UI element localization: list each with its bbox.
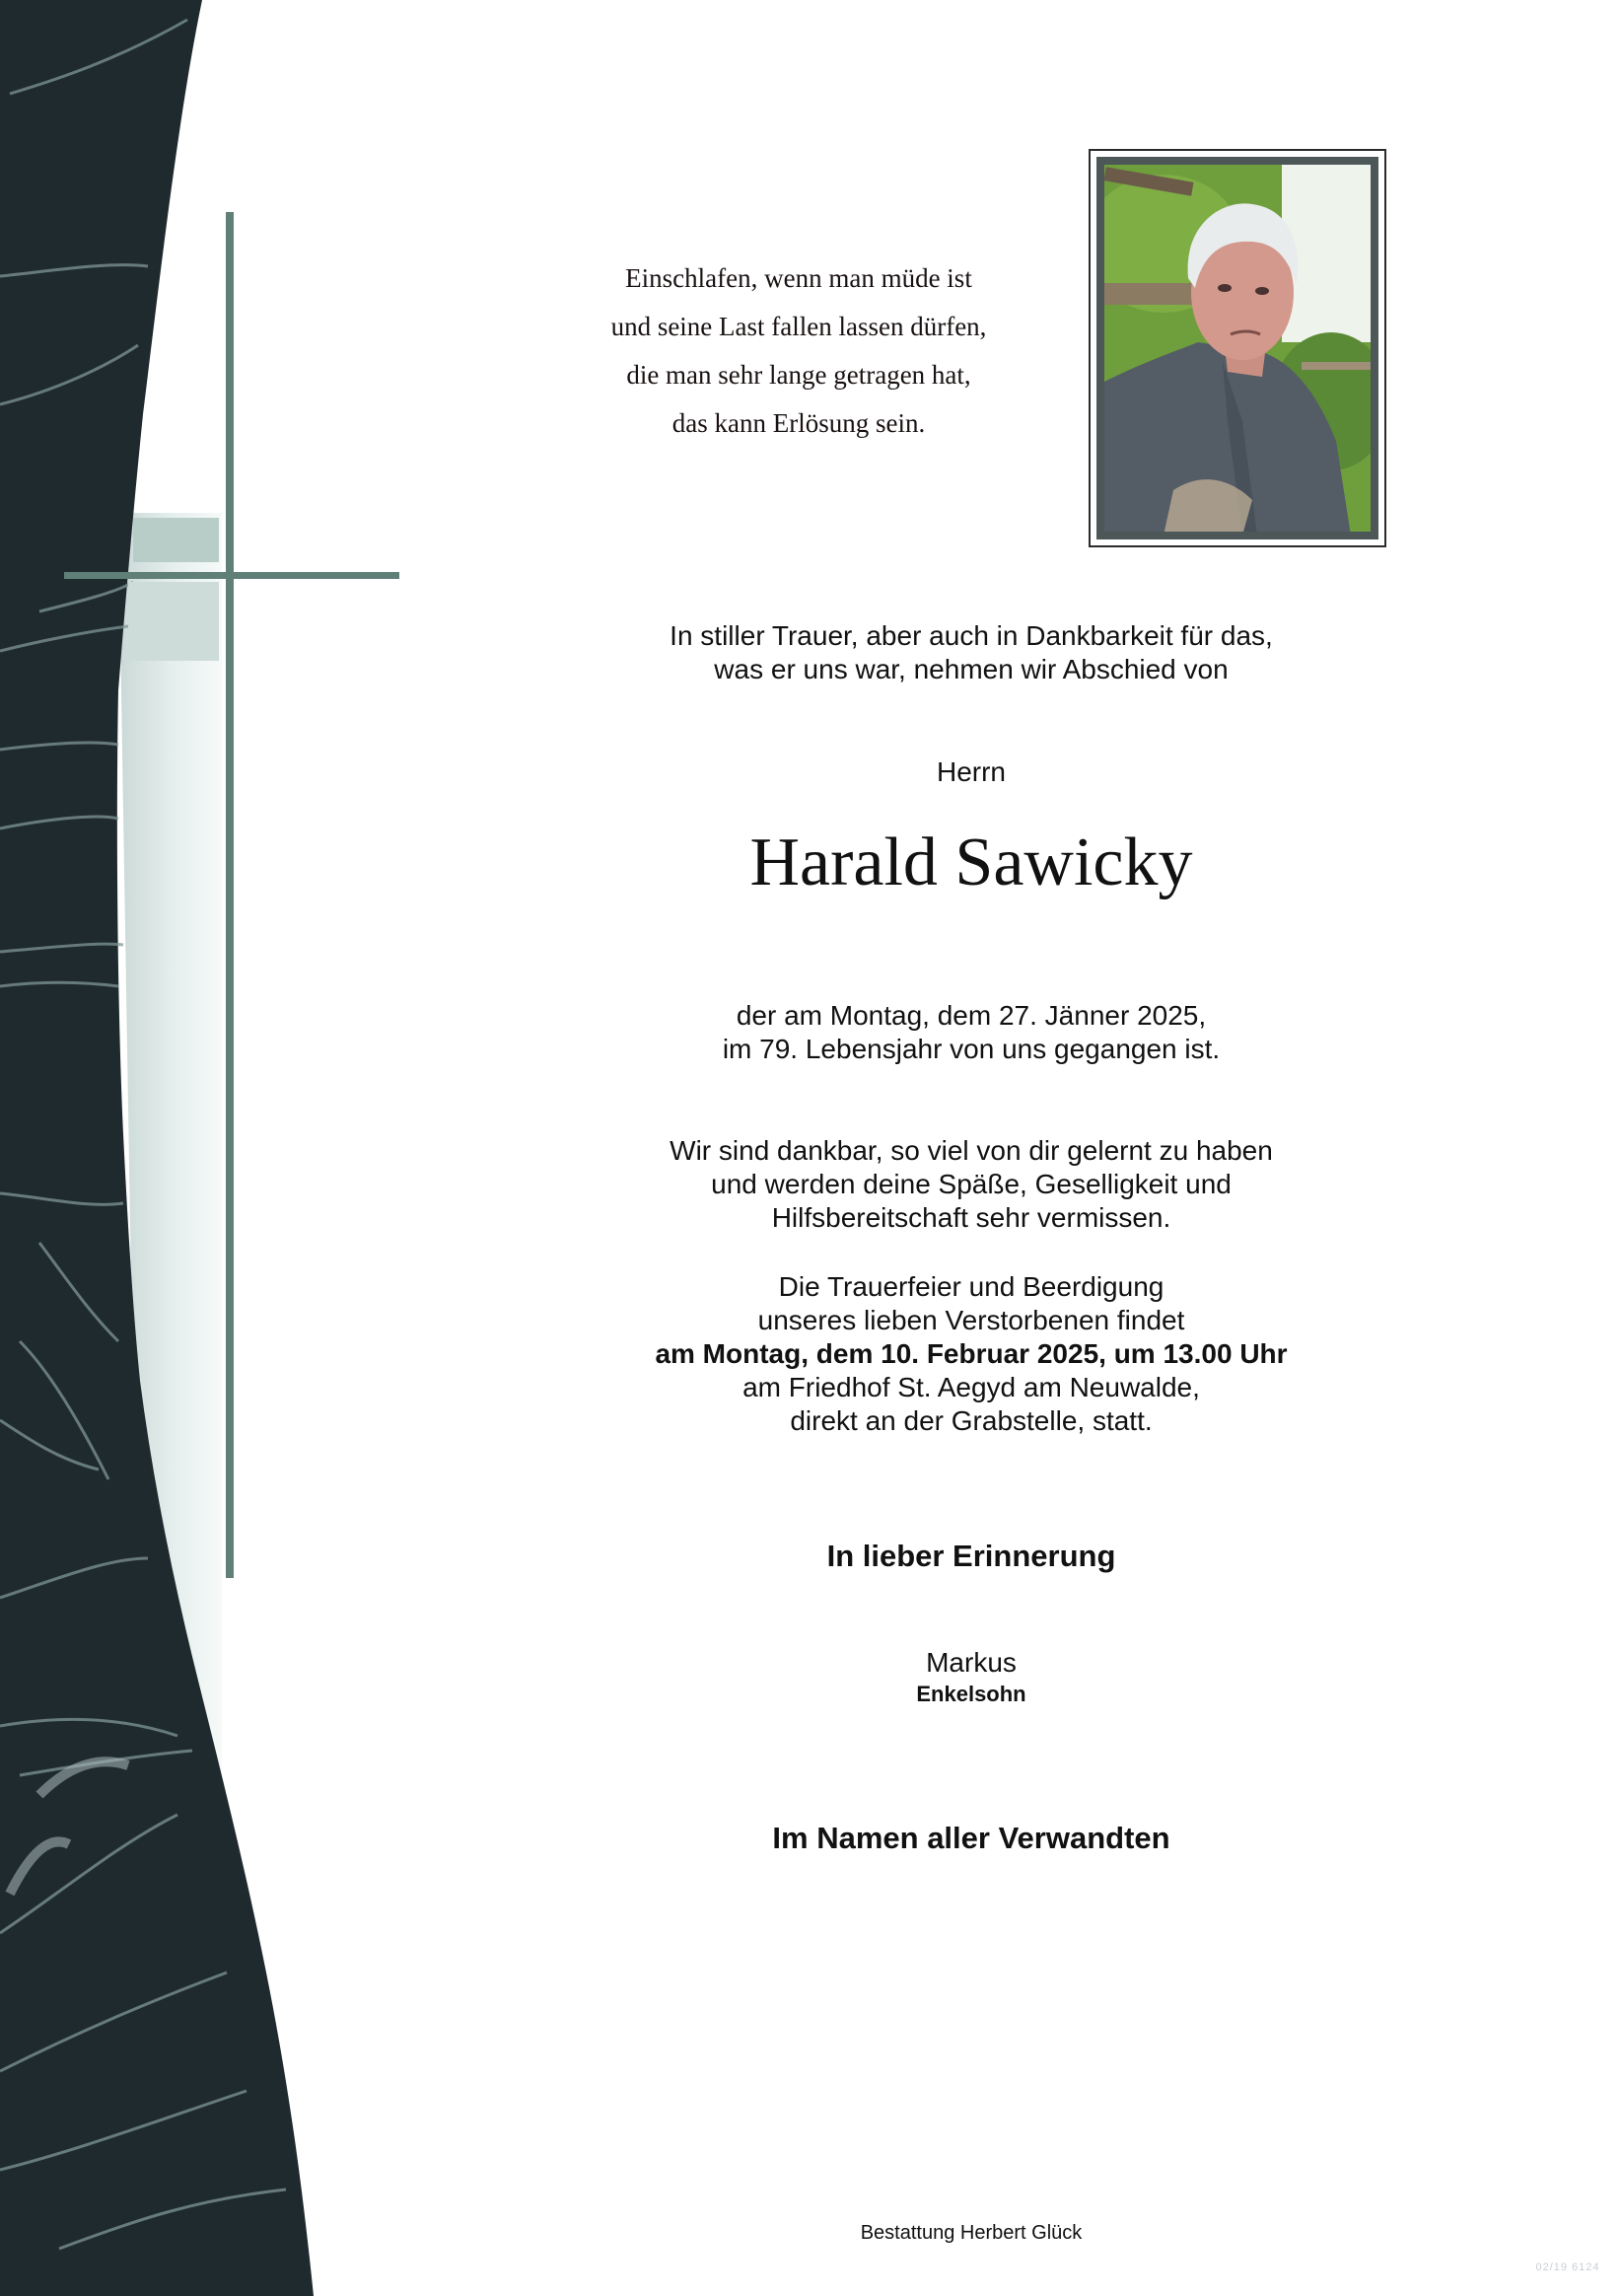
intro-text	[552, 619, 1390, 686]
salutation: Herrn	[936, 756, 1006, 787]
poem-quote	[572, 254, 1025, 448]
service-location-line: am Friedhof St. Aegyd am Neuwalde,	[742, 1372, 1200, 1402]
poem-line: das kann Erlösung sein.	[671, 408, 926, 438]
poem-line: die man sehr lange getragen hat,	[626, 360, 971, 390]
undertaker-name: Bestattung Herbert Glück	[860, 2222, 1083, 2244]
service-datetime: am Montag, dem 10. Februar 2025, um 13.00 Uhr	[655, 1338, 1288, 1369]
photo-mat	[1096, 157, 1378, 539]
service-line: Die Trauerfeier und Beerdigung	[778, 1271, 1164, 1302]
portrait-photo	[1104, 165, 1371, 532]
service-line: unseres lieben Verstorbenen findet	[757, 1305, 1185, 1335]
death-notice-line: im 79. Lebensjahr von uns gegangen ist.	[722, 1034, 1221, 1064]
deceased-name: Harald Sawicky	[749, 825, 1193, 900]
portrait-image-icon	[1104, 165, 1371, 532]
gratitude-line: Wir sind dankbar, so viel von dir gelernt zu haben	[670, 1135, 1273, 1166]
death-notice	[552, 999, 1390, 1066]
relatives-line: Im Namen aller Verwandten	[772, 1821, 1170, 1855]
poem-line: Einschlafen, wenn man müde ist	[625, 263, 972, 293]
funeral-service-info	[552, 1270, 1390, 1438]
intro-line: In stiller Trauer, aber auch in Dankbarkeit für das,	[670, 620, 1273, 651]
gratitude-text	[552, 1134, 1390, 1235]
cross-vertical	[226, 212, 234, 1578]
portrait-photo-frame	[1089, 149, 1386, 547]
gratitude-line: und werden deine Späße, Geselligkeit und	[711, 1169, 1232, 1199]
service-location-line: direkt an der Grabstelle, statt.	[790, 1405, 1153, 1436]
cross-accent	[133, 518, 219, 562]
death-notice-line: der am Montag, dem 27. Jänner 2025,	[736, 1000, 1207, 1031]
gratitude-line: Hilfsbereitschaft sehr vermissen.	[771, 1202, 1171, 1233]
intro-line: was er uns war, nehmen wir Abschied von	[714, 654, 1229, 684]
mourner-relation: Enkelsohn	[916, 1682, 1026, 1706]
memory-heading: In lieber Erinnerung	[826, 1539, 1116, 1573]
poem-line: und seine Last fallen lassen dürfen,	[610, 312, 987, 341]
document-code: 02/19 6124	[1535, 2261, 1600, 2273]
mourner-name: Markus	[926, 1647, 1017, 1678]
cross-horizontal	[64, 572, 399, 579]
